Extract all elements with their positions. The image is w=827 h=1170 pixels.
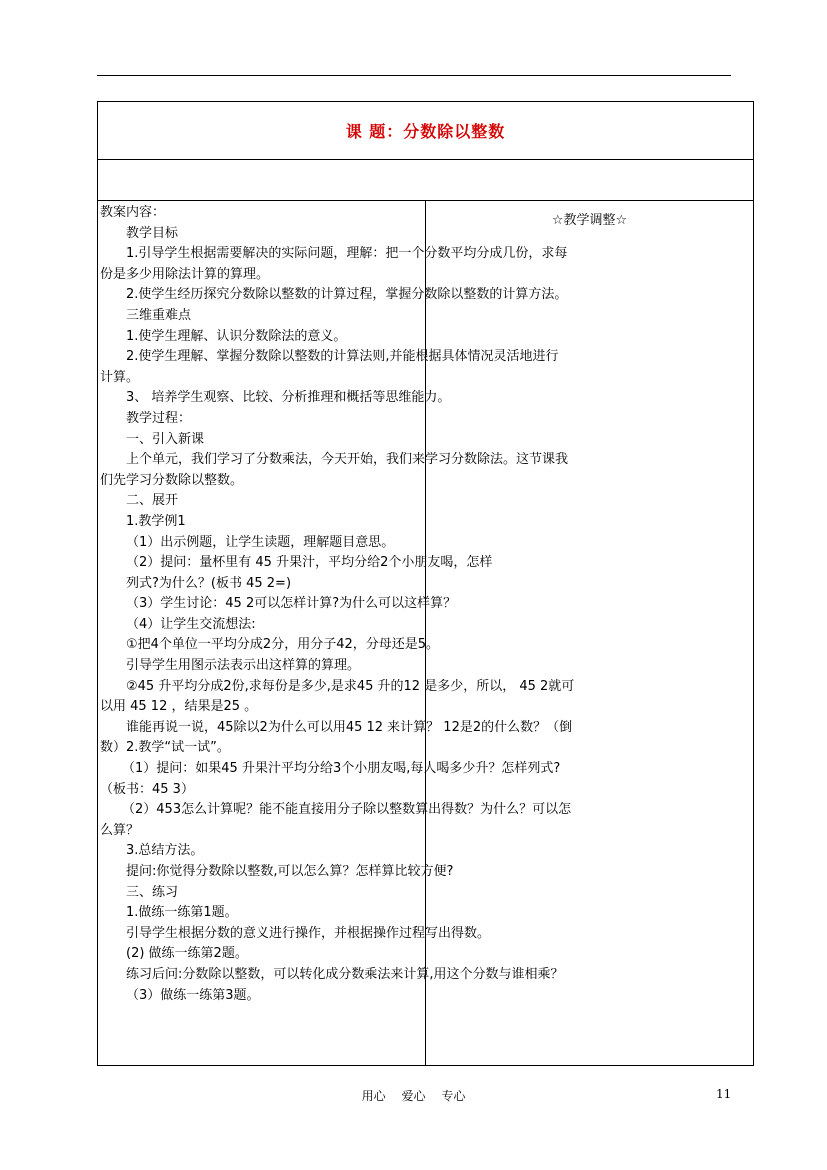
content-line: （1）出示例题，让学生读题，理解题目意思。 [126, 534, 395, 550]
content-line: 引导学生用图示法表示出这样算的算理。 [126, 658, 361, 674]
content-line: 3、 培养学生观察、比较、分析推理和概括等思维能力。 [126, 390, 451, 406]
content-line: （1）提问：如果45 升果汁平均分给3个小朋友喝,每人喝多少升？怎样列式? [122, 761, 561, 777]
content-line: （板书：45 3） [100, 781, 194, 797]
blank-row [98, 160, 754, 201]
content-cell [98, 201, 575, 1066]
content-line: 数）2.教学“试一试”。 [100, 740, 230, 756]
content-line: 二、展开 [126, 493, 179, 509]
content-line: (2) 做练一练第2题。 [126, 946, 248, 962]
content-line: 教学过程： [126, 410, 192, 426]
content-line: （3）学生讨论：45 2可以怎样计算?为什么可以这样算？ [126, 596, 457, 612]
content-lines [100, 203, 575, 1006]
content-line: 引导学生根据分数的意义进行操作，并根据操作过程写出得数。 [126, 925, 491, 941]
content-line: （2）提问：量杯里有 45 升果汁，平均分给2个小朋友喝，怎样 [126, 555, 493, 571]
content-line: 份是多少用除法计算的算理。 [100, 266, 270, 282]
content-line: 上个单元，我们学习了分数乘法，今天开始，我们来学习分数除法。这节课我 [126, 452, 569, 468]
content-line: （2）453怎么计算呢？能不能直接用分子除以整数算出得数？为什么？可以怎 [122, 802, 572, 818]
content-line: 谁能再说一说，45除以2为什么可以用45 12 来计算？ 12是2的什么数？（倒 [126, 719, 573, 735]
content-line: 1.引导学生根据需要解决的实际问题，理解：把一个分数平均分成几份，求每 [126, 246, 568, 262]
content-line: 列式?为什么？(板书 45 2=) [126, 575, 292, 591]
content-line: 一、引入新课 [126, 431, 205, 447]
content-line: ①把4个单位一平均分成2分，用分子42，分母还是5。 [126, 637, 440, 653]
content-line: 教案内容： [100, 205, 166, 220]
content-line: 以用 45 12 ，结果是25 。 [100, 699, 258, 715]
lesson-plan-table [97, 101, 754, 1066]
content-line: 2.使学生理解、掌握分数除以整数的计算法则,并能根据具体情况灵活地进行 [126, 349, 559, 365]
footer [0, 1087, 827, 1104]
page-number: 11 [716, 1087, 732, 1101]
content-line: 们先学习分数除以整数。 [100, 472, 244, 488]
content-line: 2.使学生经历探究分数除以整数的计算过程，掌握分数除以整数的计算方法。 [126, 287, 568, 303]
content-line: ②45 升平均分成2份,求每份是多少,是求45 升的12 是多少，所以， 45 2就可 [126, 678, 575, 694]
content-line: 计算。 [100, 369, 140, 385]
content-line: 三维重难点 [126, 307, 192, 323]
content-line: 3.总结方法。 [126, 843, 204, 859]
content-line: 1.教学例1 [126, 513, 186, 529]
content-line: （3）做练一练第3题。 [126, 987, 260, 1003]
content-line: 三、练习 [126, 884, 179, 900]
lesson-title: 课 题：分数除以整数 [345, 122, 506, 141]
content-line: （4）让学生交流想法: [126, 616, 256, 632]
content-line: 提问:你觉得分数除以整数,可以怎么算？怎样算比较方便? [126, 864, 454, 879]
adjustment-label: ☆教学调整☆ [551, 213, 628, 228]
footer-left: 用心 [361, 1089, 386, 1103]
content-line: 教学目标 [126, 225, 179, 241]
footer-right: 专心 [441, 1089, 466, 1103]
header-rule [97, 75, 731, 76]
content-line: 1.使学生理解、认识分数除法的意义。 [126, 328, 347, 344]
content-line: 1.做练一练第1题。 [126, 905, 238, 921]
footer-middle: 爱心 [401, 1089, 426, 1103]
content-line: 么算？ [100, 822, 140, 838]
title-cell [98, 102, 754, 160]
content-line: 练习后问:分数除以整数，可以转化成分数乘法来计算,用这个分数与谁相乘？ [126, 966, 564, 982]
